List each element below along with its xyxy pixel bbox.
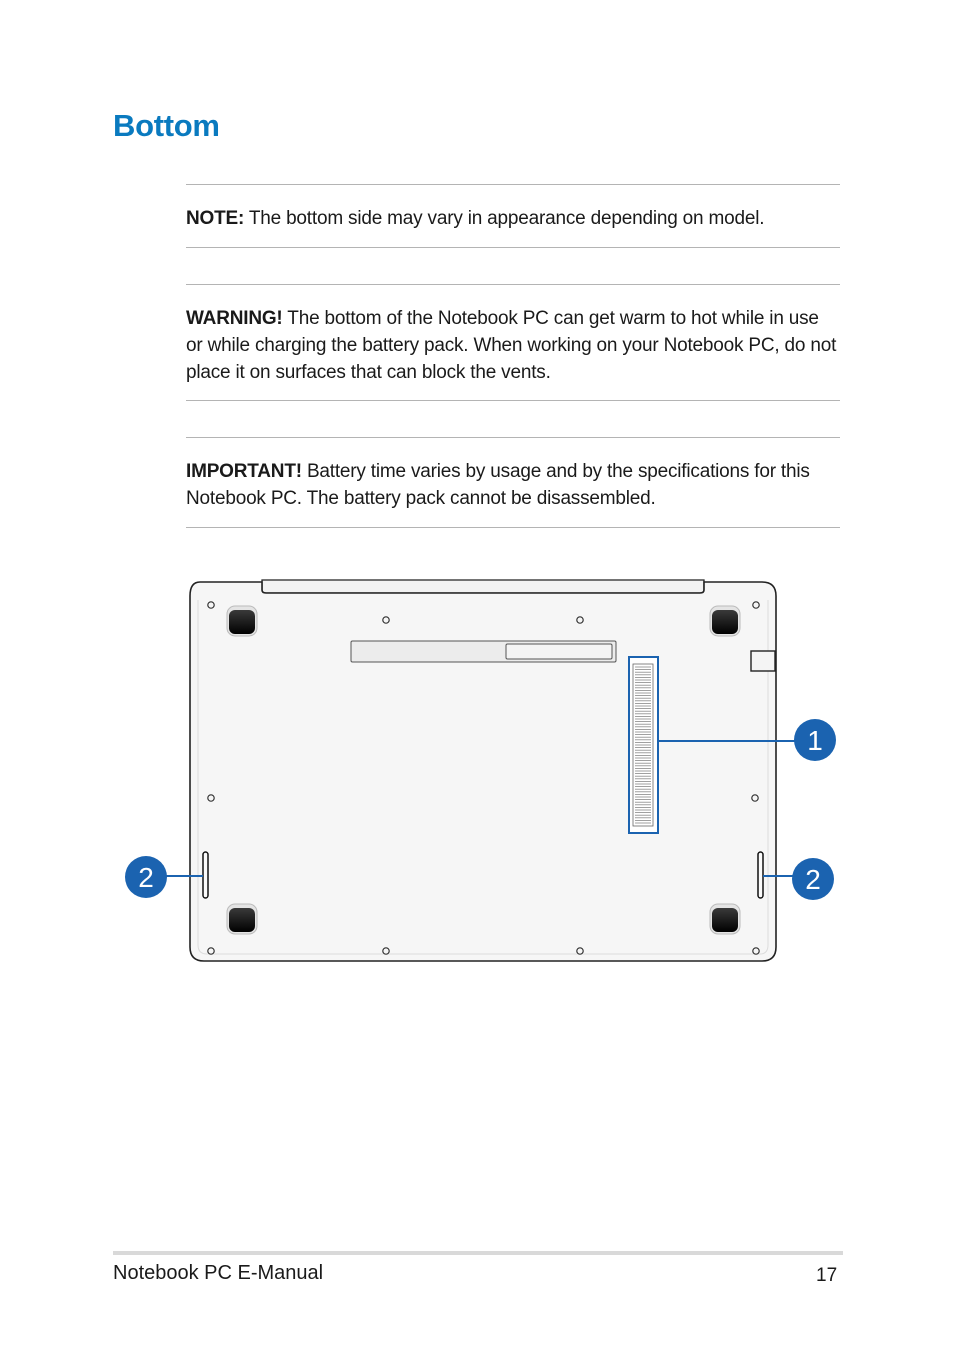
callout-number: 1	[807, 725, 823, 756]
hinge-bar	[262, 580, 704, 593]
rubber-foot-top-left	[227, 606, 257, 636]
rubber-foot-bottom-left	[227, 904, 257, 934]
rubber-foot-bottom-right	[710, 904, 740, 934]
callout-number: 2	[805, 864, 821, 895]
warning-box	[186, 284, 840, 401]
note-label: NOTE:	[186, 208, 245, 229]
speaker-left	[203, 852, 208, 898]
label-plate	[351, 641, 616, 662]
warning-text: The bottom of the Notebook PC can get warm to hot while in use or while charging the battery pack. When working on your Notebook PC, do not place it on surfaces that can block the vents.	[186, 308, 837, 383]
warning-label: WARNING!	[186, 308, 283, 329]
chassis-body	[190, 582, 776, 961]
note-text: The bottom side may vary in appearance depending on model.	[244, 208, 765, 229]
important-paragraph	[186, 458, 840, 512]
warning-paragraph	[186, 305, 840, 386]
callout-badge-1	[794, 719, 836, 761]
callout-number: 2	[138, 862, 154, 893]
callout-badge-2-right	[792, 858, 834, 900]
footer-manual-title: Notebook PC E-Manual	[113, 1262, 324, 1284]
side-port	[751, 651, 775, 671]
speaker-right	[758, 852, 763, 898]
important-box	[186, 437, 840, 528]
important-label: IMPORTANT!	[186, 461, 302, 482]
callout-badge-2-left	[125, 856, 167, 898]
important-text: Battery time varies by usage and by the specifications for this Notebook PC. The battery pack cannot be disassembled.	[186, 461, 810, 509]
note-paragraph	[186, 205, 840, 232]
notebook-bottom-illustration	[120, 575, 840, 970]
page-title: Bottom	[113, 108, 220, 143]
note-box	[186, 184, 840, 248]
air-vent	[629, 657, 658, 833]
footer-rule	[113, 1251, 843, 1255]
page-number: 17	[816, 1265, 838, 1286]
rubber-foot-top-right	[710, 606, 740, 636]
